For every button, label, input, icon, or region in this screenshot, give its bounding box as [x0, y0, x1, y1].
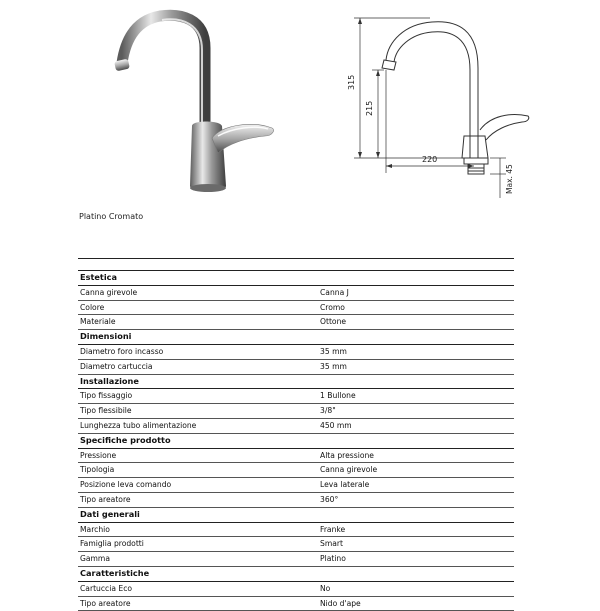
spec-value: Nido d'ape [320, 598, 361, 608]
spec-label: Colore [80, 302, 105, 312]
spec-row [78, 419, 514, 434]
spec-label: Tipo fissaggio [80, 391, 133, 401]
product-caption: Platino Cromato [79, 212, 144, 221]
spec-row [78, 493, 514, 508]
spec-value: No [320, 583, 331, 593]
spec-row [78, 582, 514, 597]
spec-value: Cromo [320, 302, 345, 312]
section-title: Caratteristiche [80, 567, 150, 578]
spec-row [78, 286, 514, 301]
spec-value: 450 mm [320, 420, 352, 430]
faucet-photo [100, 8, 285, 193]
spec-row [78, 301, 514, 316]
section-title: Dati generali [80, 508, 140, 519]
spec-label: Marchio [80, 524, 110, 534]
spec-label: Cartuccia Eco [80, 583, 133, 593]
spec-value: 35 mm [320, 346, 347, 356]
spec-value: Canna girevole [320, 465, 378, 475]
spec-row [78, 360, 514, 375]
section-header [78, 508, 514, 523]
section-header [78, 567, 514, 582]
spec-table [78, 258, 514, 611]
spec-row [78, 315, 514, 330]
spec-label: Gamma [80, 554, 110, 564]
section-header [78, 271, 514, 286]
spec-value: Platino [320, 554, 346, 564]
dim-215: 215 [365, 100, 374, 116]
spec-label: Canna girevole [80, 287, 138, 297]
spec-label: Famiglia prodotti [80, 539, 144, 549]
spec-value: Leva laterale [320, 480, 370, 490]
spec-value: Smart [320, 539, 343, 549]
spec-value: Canna J [320, 287, 349, 297]
spec-row [78, 449, 514, 464]
section-header [78, 375, 514, 390]
spec-label: Lunghezza tubo alimentazione [80, 420, 197, 430]
spec-label: Posizione leva comando [80, 480, 172, 490]
spec-value: Alta pressione [320, 450, 374, 460]
spec-row [78, 523, 514, 538]
spec-label: Diametro foro incasso [80, 346, 164, 356]
spec-row [78, 463, 514, 478]
section-title: Specifiche prodotto [80, 434, 171, 445]
spec-value: 1 Bullone [320, 391, 356, 401]
spec-row [78, 552, 514, 567]
spec-value: 35 mm [320, 361, 347, 371]
spec-label: Tipologia [80, 465, 115, 475]
section-title: Dimensioni [80, 331, 132, 342]
spec-label: Pressione [80, 450, 117, 460]
spec-label: Tipo areatore [80, 598, 131, 608]
spec-label: Tipo flessibile [80, 406, 132, 416]
section-header [78, 330, 514, 345]
table-spacer [78, 259, 514, 271]
spec-row [78, 404, 514, 419]
spec-value: 360° [320, 494, 339, 504]
spec-row [78, 597, 514, 611]
spec-value: Franke [320, 524, 346, 534]
technical-drawing [340, 8, 540, 203]
spec-label: Tipo areatore [80, 494, 131, 504]
spec-value: 3/8" [320, 406, 336, 416]
dim-315: 315 [347, 74, 356, 90]
section-header [78, 434, 514, 449]
spec-row [78, 389, 514, 404]
dim-max-45: Max. 45 [505, 164, 514, 194]
spec-row [78, 345, 514, 360]
spec-label: Materiale [80, 317, 116, 327]
section-title: Estetica [80, 272, 118, 282]
spec-row [78, 478, 514, 493]
spec-label: Diametro cartuccia [80, 361, 153, 371]
section-title: Installazione [80, 375, 139, 386]
spec-value: Ottone [320, 317, 347, 327]
spec-row [78, 537, 514, 552]
dim-220: 220 [422, 155, 438, 164]
